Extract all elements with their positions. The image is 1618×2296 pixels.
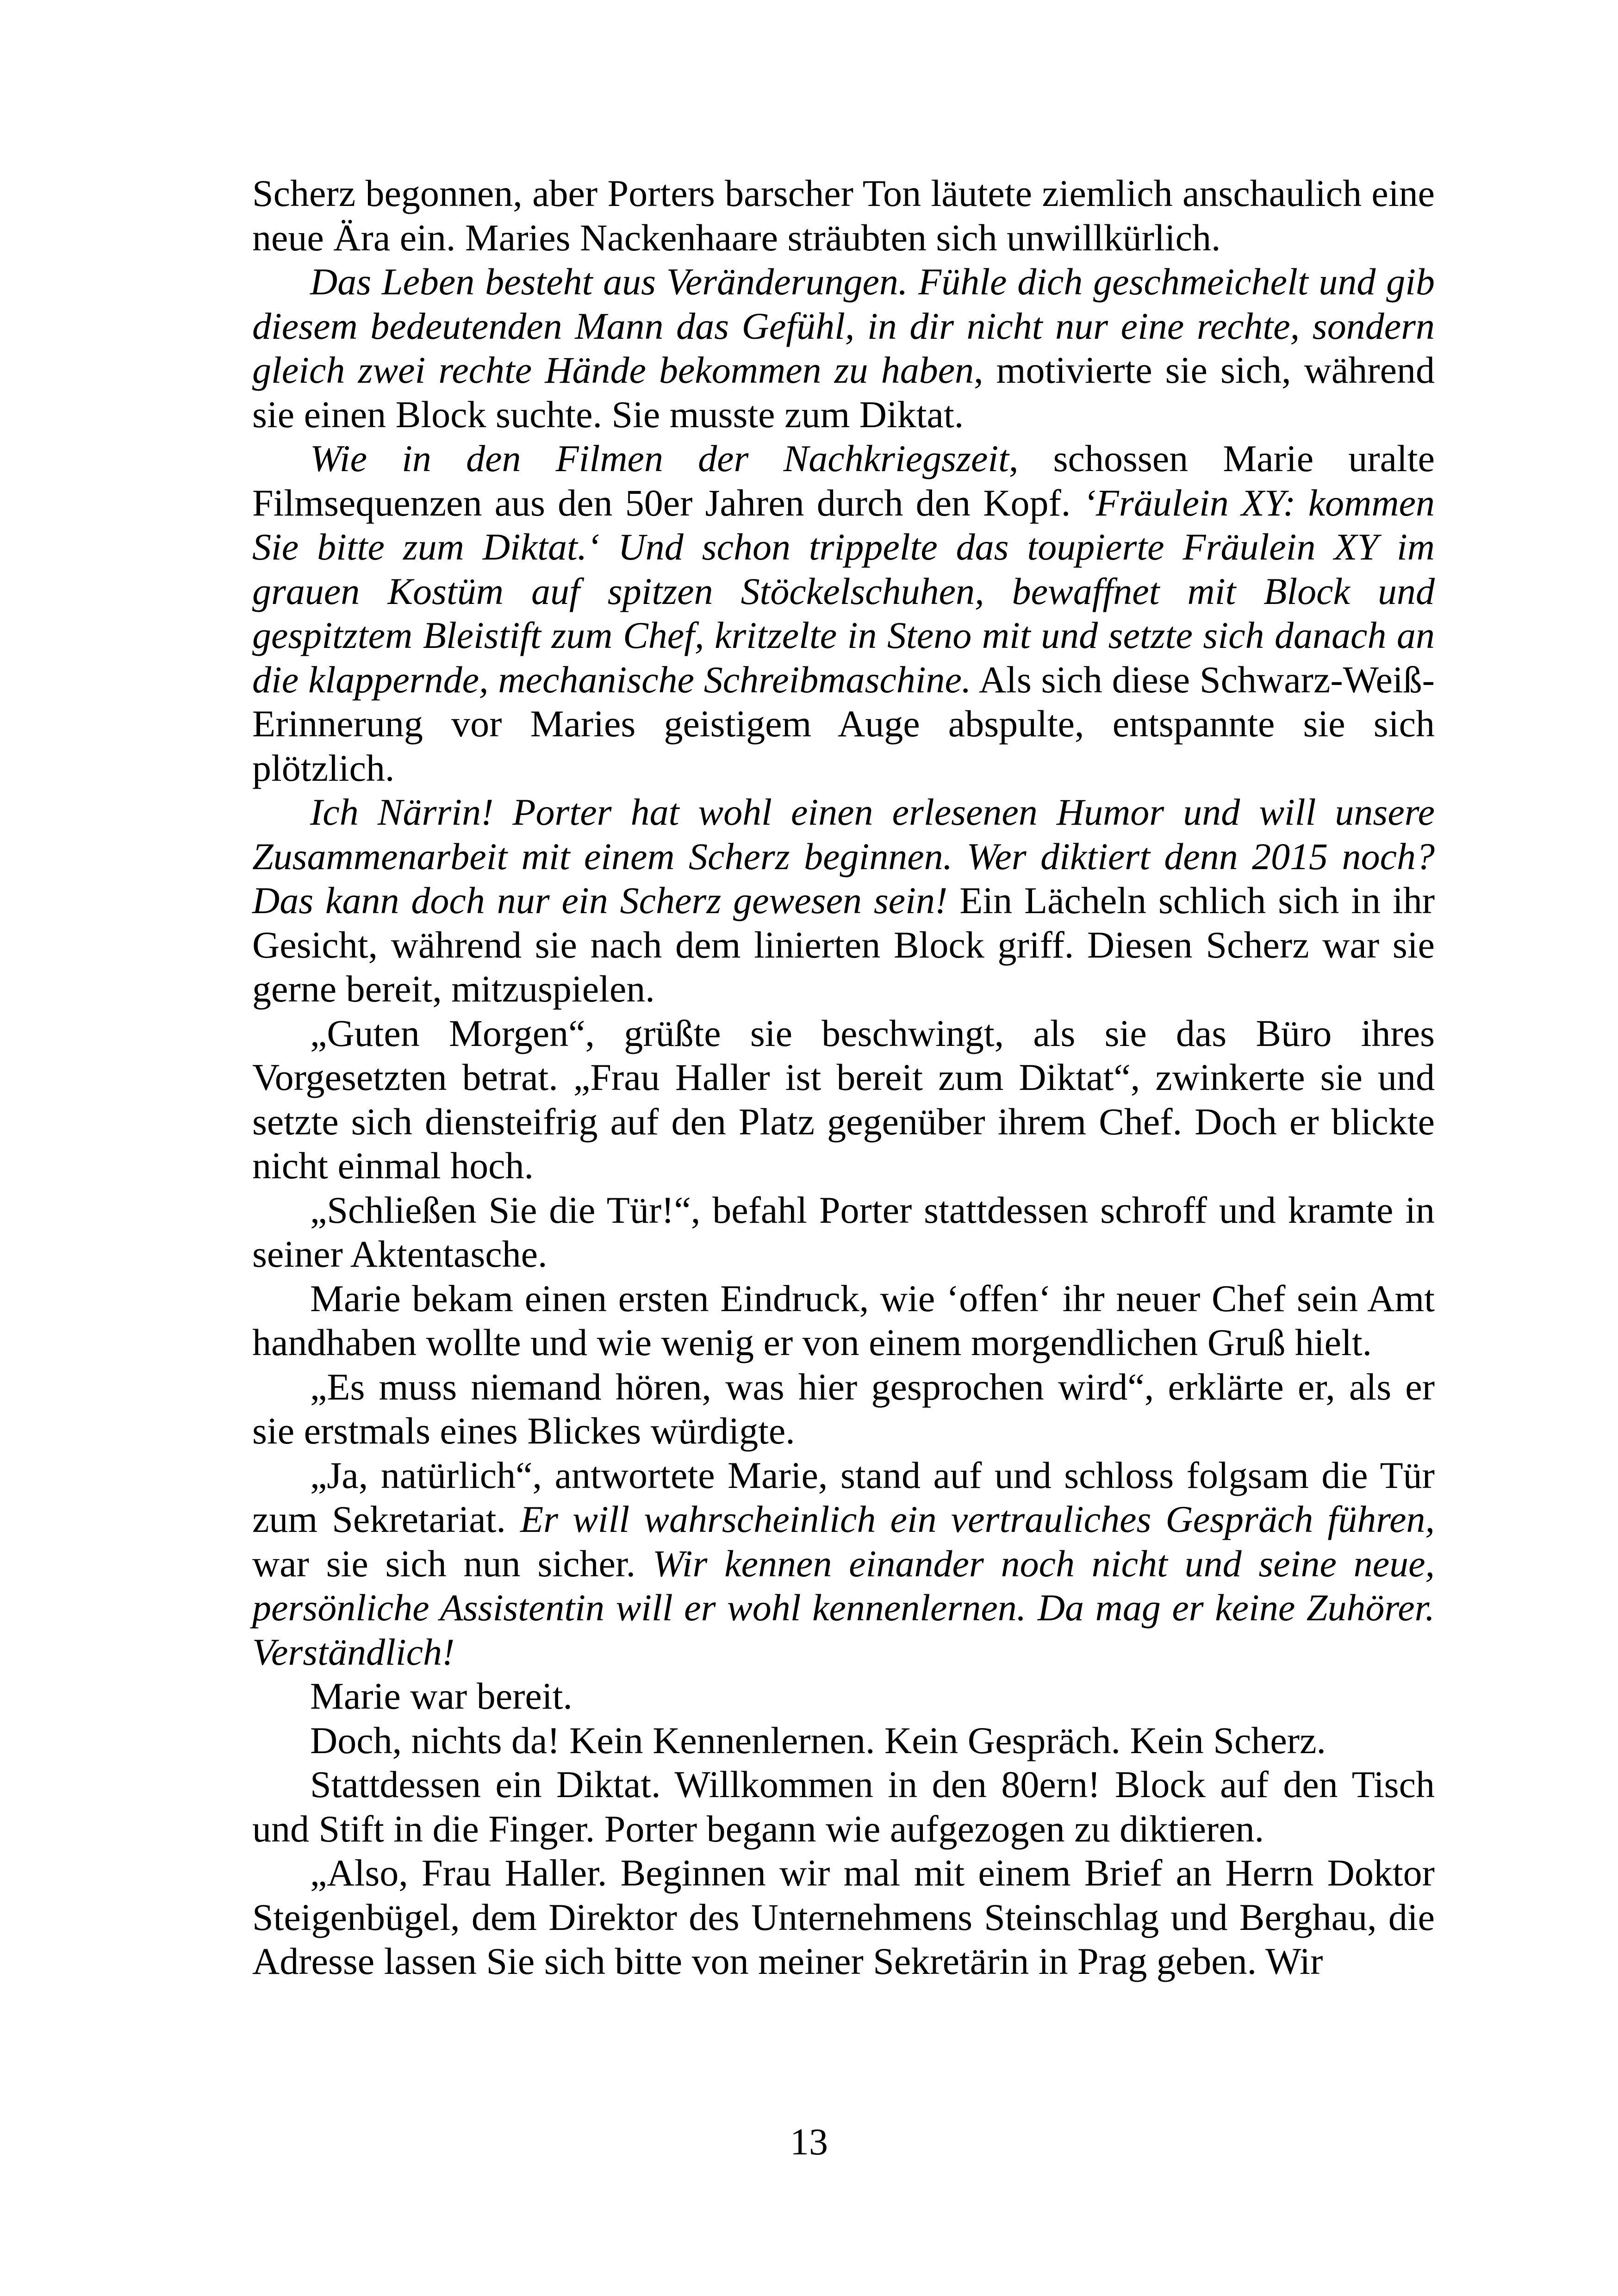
paragraph bbox=[252, 1188, 1435, 1276]
italic-text: Wie in den Filmen der Nachkriegszeit bbox=[310, 437, 1009, 479]
text-span: Stattdessen ein Diktat. Willkommen in den 80ern! Block auf den Tisch und Stift in die Finger. Porter begann wie aufgezogen zu diktieren. bbox=[252, 1763, 1435, 1850]
italic-text: ‘Fräulein XY: kommen Sie bitte zum Diktat.‘ Und schon trippelte das toupierte Fräulein XY im grauen Kostüm auf spitzen Stöckelschuhen, bewaffnet mit Block und gespitztem Bleistift zum Chef, kritzelte in Steno mit und setzte sich danach an die klappernde, mechanische Schreibmaschine. bbox=[252, 481, 1435, 701]
italic-text: Das Leben besteht aus Veränderungen. Fühle dich geschmeichelt und gib diesem bedeutenden Mann das Gefühl, in dir nicht nur eine rechte, sondern gleich zwei rechte Hände bekommen zu haben bbox=[252, 261, 1435, 391]
text-span: „Schließen Sie die Tür!“, befahl Porter stattdessen schroff und kramte in seiner Aktentasche. bbox=[252, 1188, 1435, 1275]
paragraph bbox=[252, 436, 1435, 790]
paragraph bbox=[252, 1365, 1435, 1453]
paragraph bbox=[252, 171, 1435, 260]
text-span: „Es muss niemand hören, was hier gesprochen wird“, erklärte er, als er sie erstmals eines Blickes würdigte. bbox=[252, 1365, 1435, 1452]
text-span: „Ja, natürlich“, antwortete Marie, stand auf und schloss folgsam die Tür zum Sekretariat. bbox=[252, 1454, 1435, 1540]
text-span: Doch, nichts da! Kein Kennenlernen. Kein Gespräch. Kein Scherz. bbox=[310, 1719, 1326, 1761]
text-span: „Also, Frau Haller. Beginnen wir mal mit einem Brief an Herrn Doktor Steigenbügel, dem Direktor des Unternehmens Steinschlag und Berghau, die Adresse lassen Sie sich bitte von meiner Sekretärin in Prag geben. Wir bbox=[252, 1852, 1435, 1982]
paragraph bbox=[252, 1453, 1435, 1674]
italic-text: Ich Närrin! Porter hat wohl einen erlesenen Humor und will unsere Zusammenarbeit mit einem Scherz beginnen. Wer diktiert denn 2015 noch? Das kann doch nur ein Scherz gewesen sein! bbox=[252, 791, 1435, 921]
paragraph bbox=[252, 1011, 1435, 1188]
paragraph bbox=[252, 1762, 1435, 1851]
paragraph bbox=[252, 790, 1435, 1011]
text-span: , schossen Marie uralte Filmsequenzen aus den 50er Jahren durch den Kopf. bbox=[252, 437, 1435, 524]
text-span: Scherz begonnen, aber Porters barscher Ton läutete ziemlich anschaulich eine neue Ära ein. Maries Nackenhaare sträubten sich unwillkürlich. bbox=[252, 172, 1435, 259]
text-span: war sie sich nun sicher. bbox=[252, 1542, 653, 1585]
page-number: 13 bbox=[790, 2121, 828, 2163]
text-span: Als sich diese Schwarz-Weiß-Erinnerung vor Maries geistigem Auge abspulte, entspannte sie sich plötzlich. bbox=[252, 658, 1435, 789]
text-span: Ein Lächeln schlich sich in ihr Gesicht, während sie nach dem linierten Block griff. Diesen Scherz war sie gerne bereit, mitzuspielen. bbox=[252, 879, 1435, 1010]
paragraph bbox=[252, 1276, 1435, 1365]
paragraph bbox=[252, 260, 1435, 436]
paragraph bbox=[252, 1718, 1435, 1763]
italic-text: Wir kennen einander noch nicht und seine neue, persönliche Assistentin will er wohl kennenlernen. Da mag er keine Zuhörer. Verständlich! bbox=[252, 1542, 1435, 1673]
text-span: , motivierte sie sich, während sie einen Block suchte. Sie musste zum Diktat. bbox=[252, 349, 1435, 436]
paragraph bbox=[252, 1851, 1435, 1984]
paragraph bbox=[252, 1674, 1435, 1718]
text-span: Marie war bereit. bbox=[310, 1675, 573, 1717]
italic-text: Er will wahrscheinlich ein vertrauliches Gespräch führen, bbox=[520, 1498, 1435, 1540]
body-text bbox=[252, 171, 1435, 1984]
text-span: Marie bekam einen ersten Eindruck, wie ‘offen‘ ihr neuer Chef sein Amt handhaben wollte und wie wenig er von einem morgendlichen Gruß hielt. bbox=[252, 1277, 1435, 1363]
text-span: „Guten Morgen“, grüßte sie beschwingt, als sie das Büro ihres Vorgesetzten betrat. „Frau Haller ist bereit zum Diktat“, zwinkerte sie und setzte sich diensteifrig auf den Platz gegenüber ihrem Chef. Doch er blickte nicht einmal hoch. bbox=[252, 1012, 1435, 1187]
